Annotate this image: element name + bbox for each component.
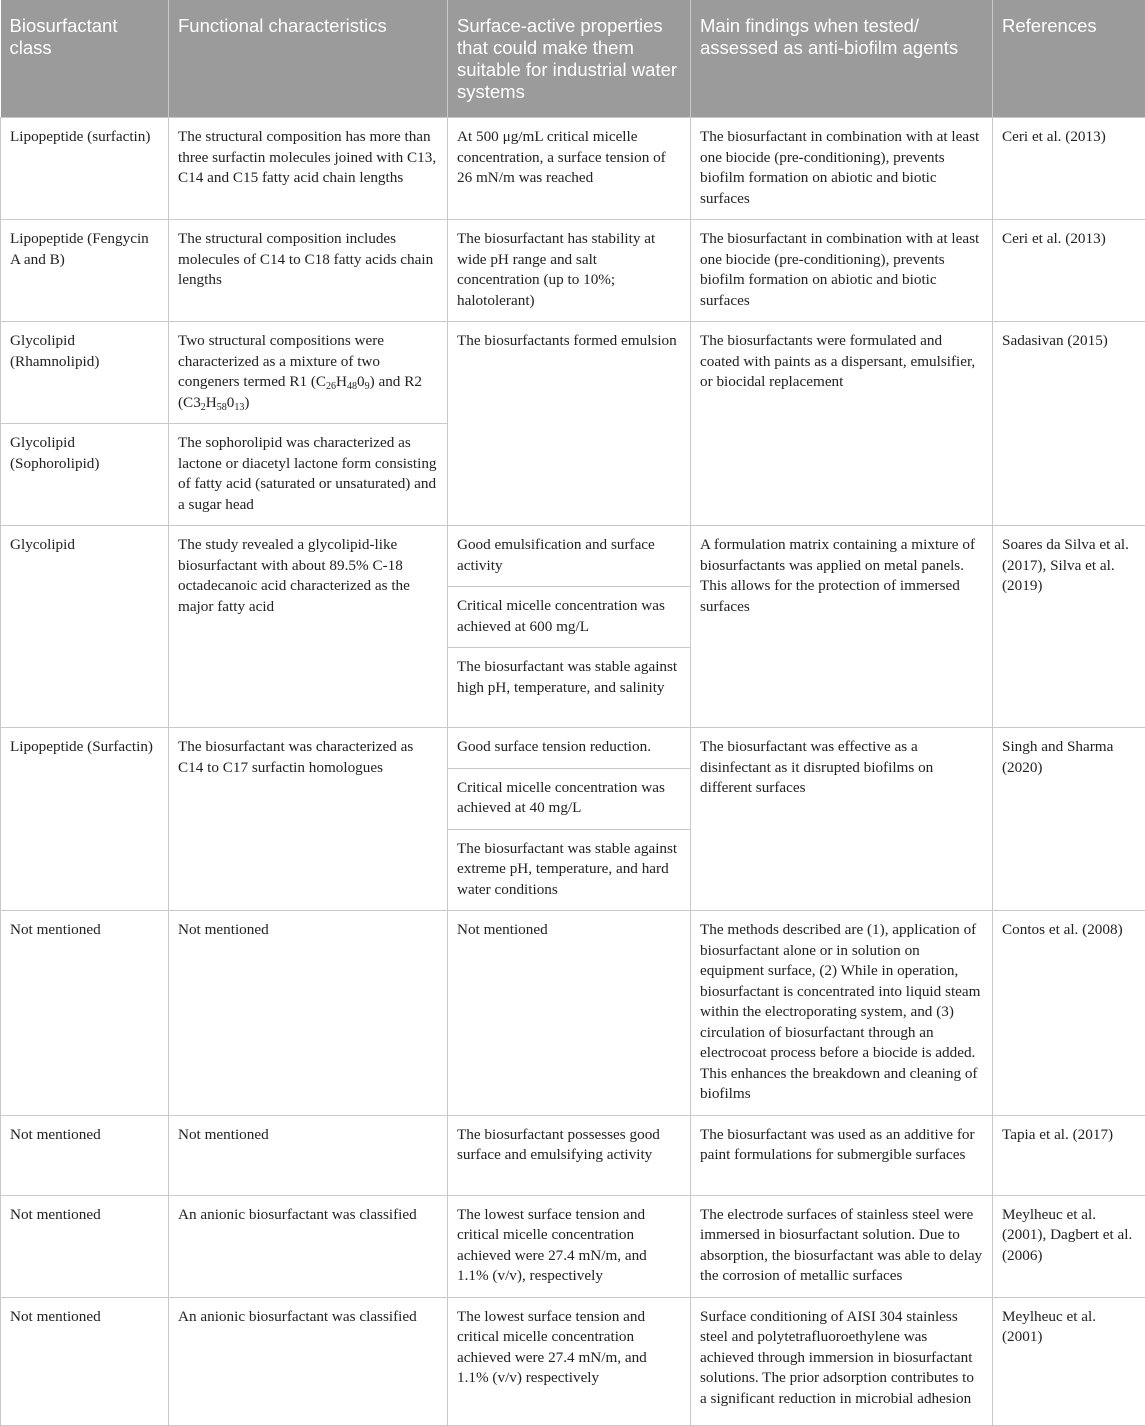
cell-findings: The electrode surfaces of stainless steel were immersed in biosurfactant solution. Due to absorption, the biosurfactant was able to delay the corrosion of metallic surfaces	[691, 1195, 993, 1297]
header-surface: Surface-active properties that could make them suitable for industrial water systems	[448, 0, 691, 118]
cell-surface: Good surface tension reduction.	[448, 728, 691, 769]
cell-surface: The lowest surface tension and critical micelle concentration achieved were 27.4 mN/m, and 1.1% (v/v), respectively	[448, 1195, 691, 1297]
table-row	[1, 1115, 1145, 1195]
table-row	[1, 728, 1145, 769]
table-row	[1, 322, 1145, 424]
table-row	[1, 220, 1145, 322]
header-class: Biosurfactant class	[1, 0, 169, 118]
cell-class: Not mentioned	[1, 1297, 169, 1425]
cell-class: Glycolipid (Sophorolipid)	[1, 424, 169, 526]
cell-functional: Not mentioned	[169, 911, 448, 1116]
cell-surface: The lowest surface tension and critical micelle concentration achieved were 27.4 mN/m, and 1.1% (v/v) respectively	[448, 1297, 691, 1425]
cell-findings: The biosurfactant in combination with at least one biocide (pre-conditioning), prevents biofilm formation on abiotic and biotic surfaces	[691, 118, 993, 220]
cell-surface: Good emulsification and surface activity	[448, 526, 691, 587]
cell-functional: An anionic biosurfactant was classified	[169, 1297, 448, 1425]
cell-findings: The biosurfactant in combination with at least one biocide (pre-conditioning), prevents biofilm formation on abiotic and biotic surfaces	[691, 220, 993, 322]
cell-surface: The biosurfactants formed emulsion	[448, 322, 691, 526]
cell-references: Meylheuc et al. (2001), Dagbert et al. (2006)	[993, 1195, 1145, 1297]
cell-surface: The biosurfactant possesses good surface and emulsifying activity	[448, 1115, 691, 1195]
cell-findings: A formulation matrix containing a mixture of biosurfactants was applied on metal panels. This allows for the protection of immersed surfaces	[691, 526, 993, 728]
cell-surface: At 500 μg/mL critical micelle concentration, a surface tension of 26 mN/m was reached	[448, 118, 691, 220]
cell-class: Lipopeptide (Fengycin A and B)	[1, 220, 169, 322]
cell-surface: The biosurfactant was stable against high pH, temperature, and salinity	[448, 648, 691, 728]
cell-references: Meylheuc et al. (2001)	[993, 1297, 1145, 1425]
cell-surface: Critical micelle concentration was achieved at 600 mg/L	[448, 587, 691, 648]
cell-findings: The methods described are (1), application of biosurfactant alone or in solution on equipment surface, (2) While in operation, biosurfactant is concentrated into liquid steam within the electroporating system, and (3) circulation of biosurfactant through an electrocoat process before a biocide is added. This enhances the breakdown and cleaning of biofilms	[691, 911, 993, 1116]
cell-references: Contos et al. (2008)	[993, 911, 1145, 1116]
cell-functional: The structural composition includes molecules of C14 to C18 fatty acids chain lengths	[169, 220, 448, 322]
cell-findings: The biosurfactants were formulated and coated with paints as a dispersant, emulsifier, or biocidal replacement	[691, 322, 993, 526]
cell-findings: Surface conditioning of AISI 304 stainless steel and polytetrafluoroethylene was achieved through immersion in biosurfactant solutions. The prior adsorption contributes to a significant reduction in microbial adhesion	[691, 1297, 993, 1425]
cell-class: Not mentioned	[1, 911, 169, 1116]
cell-class: Not mentioned	[1, 1115, 169, 1195]
cell-class: Lipopeptide (Surfactin)	[1, 728, 169, 911]
cell-class: Not mentioned	[1, 1195, 169, 1297]
cell-surface: Critical micelle concentration was achieved at 40 mg/L	[448, 768, 691, 829]
header-findings: Main findings when tested/ assessed as anti-biofilm agents	[691, 0, 993, 118]
cell-references: Sadasivan (2015)	[993, 322, 1145, 526]
cell-findings: The biosurfactant was effective as a disinfectant as it disrupted biofilms on different surfaces	[691, 728, 993, 911]
cell-surface: The biosurfactant has stability at wide pH range and salt concentration (up to 10%; halotolerant)	[448, 220, 691, 322]
table-row	[1, 1195, 1145, 1297]
table-row	[1, 118, 1145, 220]
cell-functional: The study revealed a glycolipid-like biosurfactant with about 89.5% C-18 octadecanoic acid characterized as the major fatty acid	[169, 526, 448, 728]
cell-functional: The structural composition has more than three surfactin molecules joined with C13, C14 and C15 fatty acid chain lengths	[169, 118, 448, 220]
cell-references: Soares da Silva et al. (2017), Silva et al. (2019)	[993, 526, 1145, 728]
table-row	[1, 526, 1145, 587]
cell-references: Singh and Sharma (2020)	[993, 728, 1145, 911]
cell-surface: The biosurfactant was stable against extreme pH, temperature, and hard water conditions	[448, 829, 691, 911]
cell-class: Glycolipid (Rhamnolipid)	[1, 322, 169, 424]
cell-functional: The biosurfactant was characterized as C14 to C17 surfactin homologues	[169, 728, 448, 911]
cell-surface: Not mentioned	[448, 911, 691, 1116]
header-row	[1, 0, 1145, 118]
cell-functional: The sophorolipid was characterized as lactone or diacetyl lactone form consisting of fatty acid (saturated or unsaturated) and a sugar head	[169, 424, 448, 526]
table-row	[1, 1297, 1145, 1425]
cell-findings: The biosurfactant was used as an additive for paint formulations for submergible surfaces	[691, 1115, 993, 1195]
cell-references: Ceri et al. (2013)	[993, 118, 1145, 220]
cell-references: Ceri et al. (2013)	[993, 220, 1145, 322]
header-references: References	[993, 0, 1145, 118]
table-row	[1, 911, 1145, 1116]
cell-class: Lipopeptide (surfactin)	[1, 118, 169, 220]
cell-class: Glycolipid	[1, 526, 169, 728]
header-functional: Functional characteristics	[169, 0, 448, 118]
cell-references: Tapia et al. (2017)	[993, 1115, 1145, 1195]
cell-functional: Not mentioned	[169, 1115, 448, 1195]
cell-functional: An anionic biosurfactant was classified	[169, 1195, 448, 1297]
cell-functional: Two structural compositions were characterized as a mixture of two congeners termed R1 $(C_{26}H_{48}0_9)$ and R2 $(C3_2H_{58}0_{13})$	[169, 322, 448, 424]
